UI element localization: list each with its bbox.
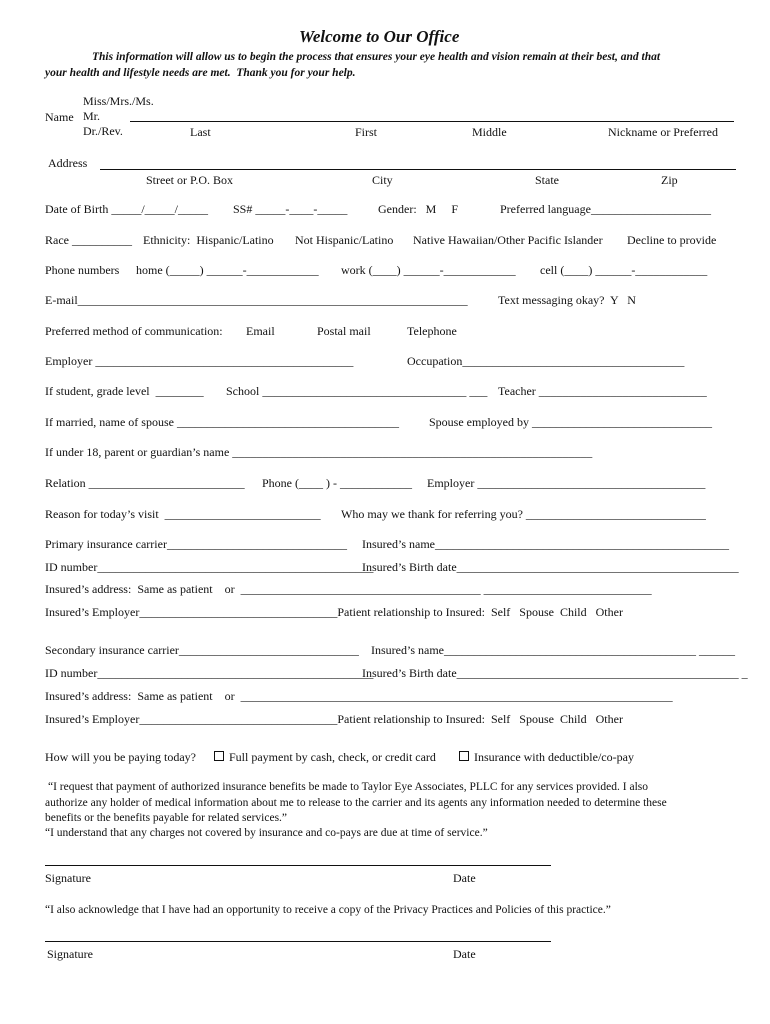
primary-carrier-field[interactable]: Primary insurance carrier______________________________ (45, 537, 347, 551)
home-phone-field[interactable]: home (_____) ______-____________ (136, 263, 319, 277)
secondary-insured-name-field[interactable]: Insured’s name__________________________________________ ______ (371, 643, 735, 657)
address-state-caption: State (535, 173, 559, 187)
cell-phone-field[interactable]: cell (____) ______-____________ (540, 263, 708, 277)
primary-insured-employer-field[interactable]: Insured’s Employer_________________________________Patient relationship to Insured: Self Spouse Child Other (45, 605, 623, 619)
guardian-name-field[interactable]: If under 18, parent or guardian’s name ____________________________________________________________ (45, 445, 593, 459)
primary-insured-name-field[interactable]: Insured’s name_________________________________________________ (362, 537, 729, 551)
ethnicity-hispanic-option[interactable]: Ethnicity: Hispanic/Latino (143, 233, 274, 247)
referral-field[interactable]: Who may we thank for referring you? ______________________________ (341, 507, 706, 521)
ethnicity-not-hispanic-option[interactable]: Not Hispanic/Latino (295, 233, 394, 247)
name-last-caption: Last (190, 125, 211, 139)
work-phone-field[interactable]: work (____) ______-____________ (341, 263, 516, 277)
communication-postal-option[interactable]: Postal mail (317, 324, 371, 338)
signature-line-2[interactable] (45, 941, 551, 942)
payment-full-option[interactable] (214, 750, 436, 764)
spouse-name-field[interactable]: If married, name of spouse _____________________________________ (45, 415, 399, 429)
address-street-caption: Street or P.O. Box (146, 173, 233, 187)
authorization-line-1: “I request that payment of authorized insurance benefits be made to Taylor Eye Associates, PLLC for any services provided. I also (48, 781, 648, 793)
name-label: Name (45, 110, 74, 124)
preferred-language-field[interactable]: Preferred language____________________ (500, 202, 711, 216)
primary-insured-address-field[interactable]: Insured’s address: Same as patient or ________________________________________ ____________________________ (45, 582, 652, 596)
name-first-caption: First (355, 125, 378, 139)
address-zip-caption: Zip (661, 173, 678, 187)
ssn-field[interactable]: SS# _____-____-_____ (233, 202, 348, 216)
occupation-field[interactable]: Occupation_____________________________________ (407, 354, 685, 368)
spouse-employer-field[interactable]: Spouse employed by ______________________________ (429, 415, 712, 429)
relation-field[interactable]: Relation __________________________ (45, 476, 245, 490)
name-field-line[interactable] (130, 121, 734, 122)
payment-insurance-label: Insurance with deductible/co-pay (474, 750, 634, 764)
secondary-insured-employer-field[interactable]: Insured’s Employer_________________________________Patient relationship to Insured: Self Spouse Child Other (45, 712, 623, 726)
secondary-carrier-field[interactable]: Secondary insurance carrier______________________________ (45, 643, 359, 657)
payment-full-label: Full payment by cash, check, or credit card (229, 750, 436, 764)
name-nickname-caption: Nickname or Preferred (608, 125, 718, 139)
address-label: Address (48, 156, 88, 170)
communication-email-option[interactable]: Email (246, 324, 275, 338)
secondary-insured-birth-field[interactable]: Insured’s Birth date_______________________________________________ _ (362, 666, 748, 680)
guardian-employer-field[interactable]: Employer ______________________________________ (427, 476, 706, 490)
race-field[interactable]: Race __________ (45, 233, 132, 247)
signature-caption-1: Signature (45, 871, 91, 885)
intro-line-1: This information will allow us to begin the process that ensures your eye health and vision remain at their best, and that (92, 51, 661, 63)
privacy-acknowledgement: “I also acknowledge that I have had an opportunity to receive a copy of the Privacy Practices and Policies of this practice.” (45, 904, 611, 916)
name-title-option-mr[interactable]: Mr. (83, 109, 101, 123)
primary-id-field[interactable]: ID number______________________________________________ (45, 560, 374, 574)
grade-level-field[interactable]: If student, grade level ________ (45, 384, 204, 398)
teacher-field[interactable]: Teacher ____________________________ (498, 384, 707, 398)
email-field[interactable]: E-mail_________________________________________________________________ (45, 293, 468, 307)
text-messaging-option[interactable]: Text messaging okay? Y N (498, 293, 636, 307)
guardian-phone-field[interactable]: Phone (____ ) - ____________ (262, 476, 412, 490)
address-field-line[interactable] (100, 169, 736, 170)
signature-line-1[interactable] (45, 865, 551, 866)
checkbox-icon[interactable] (459, 751, 469, 761)
page-title: Welcome to Our Office (299, 27, 460, 46)
dob-field[interactable]: Date of Birth _____/_____/_____ (45, 202, 208, 216)
name-title-option-miss[interactable]: Miss/Mrs./Ms. (83, 94, 154, 108)
checkbox-icon[interactable] (214, 751, 224, 761)
communication-telephone-option[interactable]: Telephone (407, 324, 457, 338)
gender-field[interactable]: Gender: M F (378, 202, 458, 216)
visit-reason-field[interactable]: Reason for today’s visit __________________________ (45, 507, 321, 521)
secondary-insured-address-field[interactable]: Insured’s address: Same as patient or ________________________________________________________________________ (45, 689, 673, 703)
date-caption-2: Date (453, 947, 476, 961)
name-title-option-dr[interactable]: Dr./Rev. (83, 124, 123, 138)
name-middle-caption: Middle (472, 125, 507, 139)
signature-caption-2: Signature (47, 947, 93, 961)
payment-question: How will you be paying today? (45, 750, 196, 764)
ethnicity-native-hawaiian-option[interactable]: Native Hawaiian/Other Pacific Islander (413, 233, 603, 247)
primary-insured-birth-field[interactable]: Insured’s Birth date_______________________________________________ (362, 560, 739, 574)
address-city-caption: City (372, 173, 393, 187)
payment-insurance-option[interactable] (459, 750, 634, 764)
date-caption-1: Date (453, 871, 476, 885)
intro-line-2: your health and lifestyle needs are met. Thank you for your help. (45, 67, 356, 79)
authorization-line-4: “I understand that any charges not covered by insurance and co-pays are due at time of service.” (45, 827, 488, 839)
authorization-line-2: authorize any holder of medical information about me to release to the carrier and its agents any information needed to determine these (45, 797, 667, 809)
phone-numbers-label: Phone numbers (45, 263, 120, 277)
authorization-line-3: benefits or the benefits payable for related services.” (45, 812, 288, 824)
communication-label: Preferred method of communication: (45, 324, 223, 338)
ethnicity-decline-option[interactable]: Decline to provide (627, 233, 717, 247)
school-field[interactable]: School __________________________________ ___ (226, 384, 488, 398)
employer-field[interactable]: Employer ___________________________________________ (45, 354, 354, 368)
secondary-id-field[interactable]: ID number______________________________________________ (45, 666, 374, 680)
